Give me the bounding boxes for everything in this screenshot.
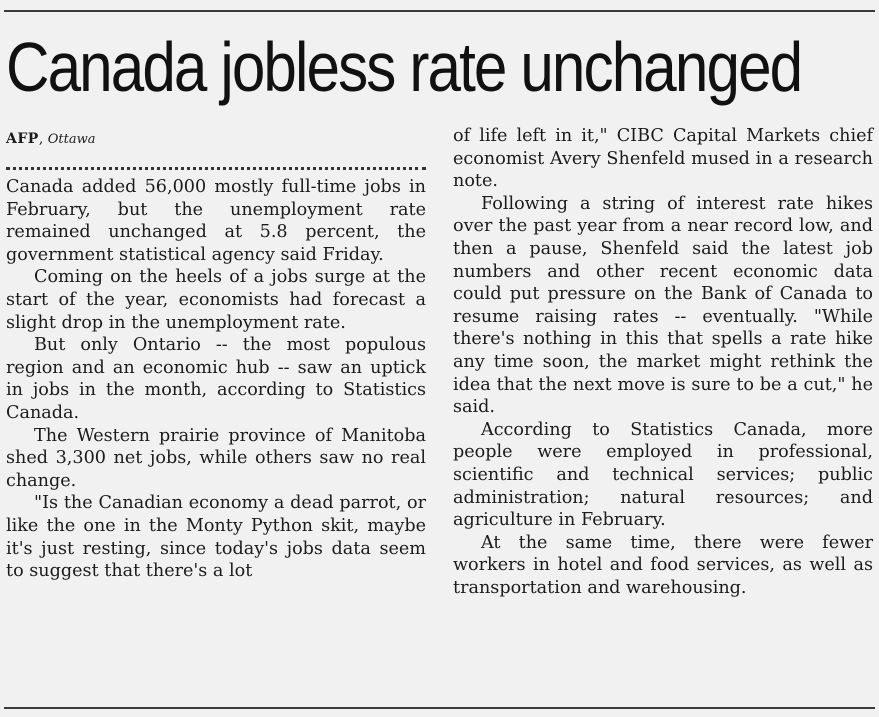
byline-dateline: Ottawa [47, 132, 96, 147]
byline-agency: AFP [6, 131, 39, 147]
headline: Canada jobless rate unchanged [6, 28, 802, 106]
bottom-rule [4, 707, 875, 709]
article-paragraph: At the same time, there were fewer workers in hotel and food services, as well as transportation and warehousing. [453, 532, 873, 598]
article-paragraph: of life left in it," CIBC Capital Markets chief economist Avery Shenfeld mused in a research note. [453, 126, 873, 192]
article-paragraph: "Is the Canadian economy a dead parrot, or like the one in the Monty Python skit, maybe it's just resting, since today's jobs data seem to suggest that there's a lot [6, 493, 426, 582]
article-paragraph: But only Ontario -- the most populous region and an economic hub -- saw an uptick in jobs in the month, according to Statistics Canada. [6, 335, 426, 423]
article-paragraph: Canada added 56,000 mostly full-time jobs in February, but the unemployment rate remained unchanged at 5.8 percent, the government statistical agency said Friday. [6, 177, 426, 265]
top-rule [4, 10, 875, 12]
byline-separator: , [38, 131, 48, 147]
article-column-left [6, 125, 426, 583]
byline [6, 125, 426, 151]
article-column-right [453, 125, 873, 599]
article-paragraph: Coming on the heels of a jobs surge at the start of the year, economists had forecast a slight drop in the unemployment rate. [6, 267, 426, 333]
article-paragraph: The Western prairie province of Manitoba shed 3,300 net jobs, while others saw no real change. [6, 425, 426, 491]
byline-dotted-divider [6, 167, 426, 170]
article-paragraph: According to Statistics Canada, more people were employed in professional, scientific and technical services; public administration; natural resources; and agriculture in February. [453, 419, 873, 531]
article-paragraph: Following a string of interest rate hikes over the past year from a near record low, and then a pause, Shenfeld said the latest job numbers and other recent economic data could put pressure on the Bank of Canada to resume raising rates -- eventually. "While there's nothing in this that spells a rate hike any time soon, the market might rethink the idea that the next move is sure to be a cut," he said. [453, 193, 873, 418]
